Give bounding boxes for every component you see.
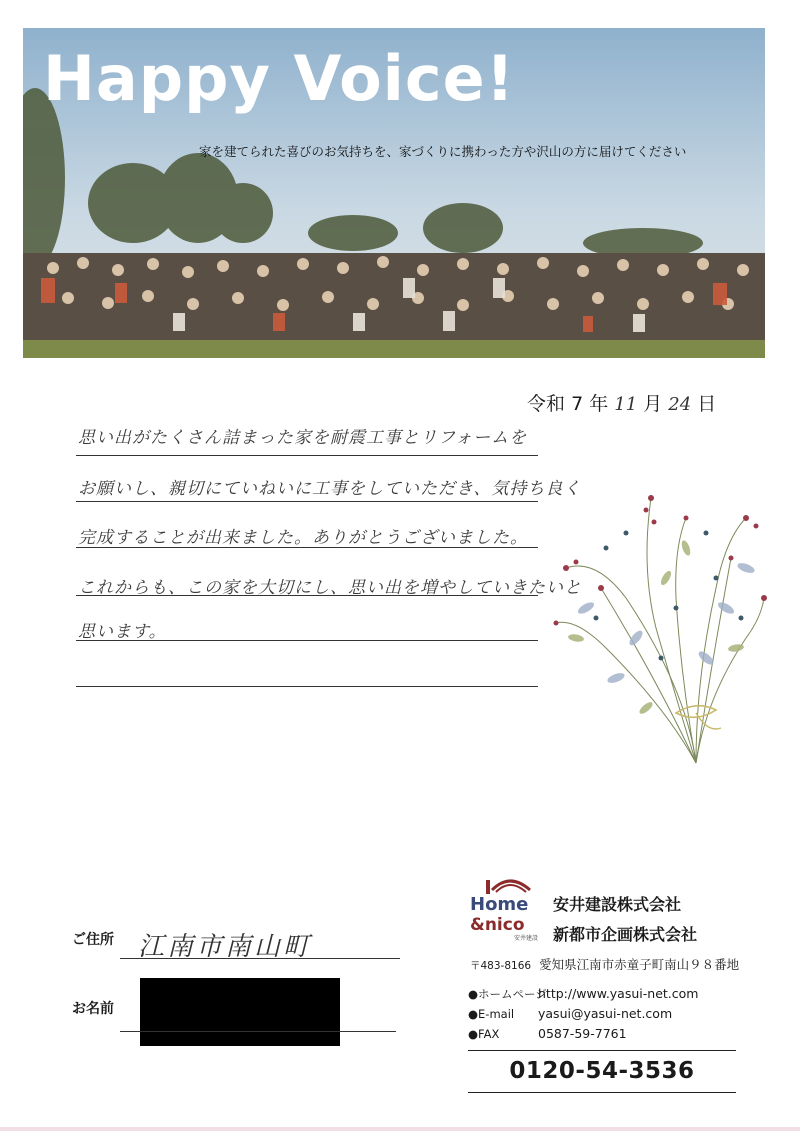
bottom-edge	[0, 1127, 800, 1131]
name-label: お名前	[72, 1001, 114, 1017]
date-era: 令和	[527, 393, 566, 415]
date-day: 24	[668, 394, 692, 415]
logo-caption: 安井建設	[514, 935, 539, 942]
ruled-line	[76, 686, 538, 687]
header-photo	[23, 28, 765, 358]
message-line-2: お願いし、親切にていねいに工事をしていただき、気持ち良く	[78, 479, 582, 499]
fax-number: 0587-59-7761	[538, 1026, 627, 1041]
fax-row	[468, 1026, 627, 1041]
ruled-line	[76, 595, 538, 596]
flower-bouquet-illustration	[546, 478, 768, 768]
date-field	[527, 389, 716, 416]
email-label: ●E-mail	[468, 1007, 515, 1021]
date-year-unit: 年	[589, 393, 609, 415]
date-month: 11	[614, 394, 638, 415]
address-label: ご住所	[72, 932, 114, 948]
message-line-1: 思い出がたくさん詰まった家を耐震工事とリフォームを	[78, 428, 528, 448]
ruled-line	[76, 501, 538, 502]
street-address: 愛知県江南市赤童子町南山９８番地	[539, 957, 740, 972]
divider-line	[468, 1092, 736, 1093]
date-month-unit: 月	[643, 393, 663, 415]
ruled-line	[76, 547, 538, 548]
fax-label: ●FAX	[468, 1027, 500, 1041]
divider-line	[468, 1050, 736, 1051]
date-day-unit: 日	[697, 393, 717, 415]
company-name-2: 新都市企画株式会社	[553, 925, 698, 944]
page-subtitle: 家を建てられた喜びのお気持ちを、家づくりに携わった方や沢山の方に届けてください	[199, 144, 687, 159]
message-line-5: 思います。	[78, 622, 167, 642]
homepage-row	[468, 986, 698, 1002]
date-year: 7	[571, 393, 584, 415]
tel-number[interactable]: 0120-54-3536	[509, 1058, 695, 1084]
ruled-line	[76, 640, 538, 641]
redacted-name	[140, 978, 340, 1046]
logo-nico-text: &nico	[470, 915, 525, 935]
company-address	[470, 955, 739, 973]
address-value: 江南市南山町	[138, 932, 313, 962]
homepage-label: ●ホームページ	[468, 987, 547, 1001]
name-underline	[120, 1031, 396, 1032]
company-name-1: 安井建設株式会社	[553, 895, 682, 914]
page-title: Happy Voice!	[43, 42, 516, 115]
ruled-line	[76, 455, 538, 456]
email-link[interactable]: yasui@yasui-net.com	[538, 1006, 673, 1021]
home-nico-logo	[468, 874, 552, 944]
message-line-3: 完成することが出来ました。ありがとうございました。	[78, 528, 528, 548]
zip-code: 〒483-8166	[470, 960, 532, 972]
homepage-link[interactable]: http://www.yasui-net.com	[538, 986, 699, 1001]
message-line-4: これからも、この家を大切にし、思い出を増やしていきたいと	[78, 578, 582, 598]
logo-home-text: Home	[470, 894, 529, 915]
email-row	[468, 1006, 672, 1021]
address-underline	[120, 958, 400, 959]
